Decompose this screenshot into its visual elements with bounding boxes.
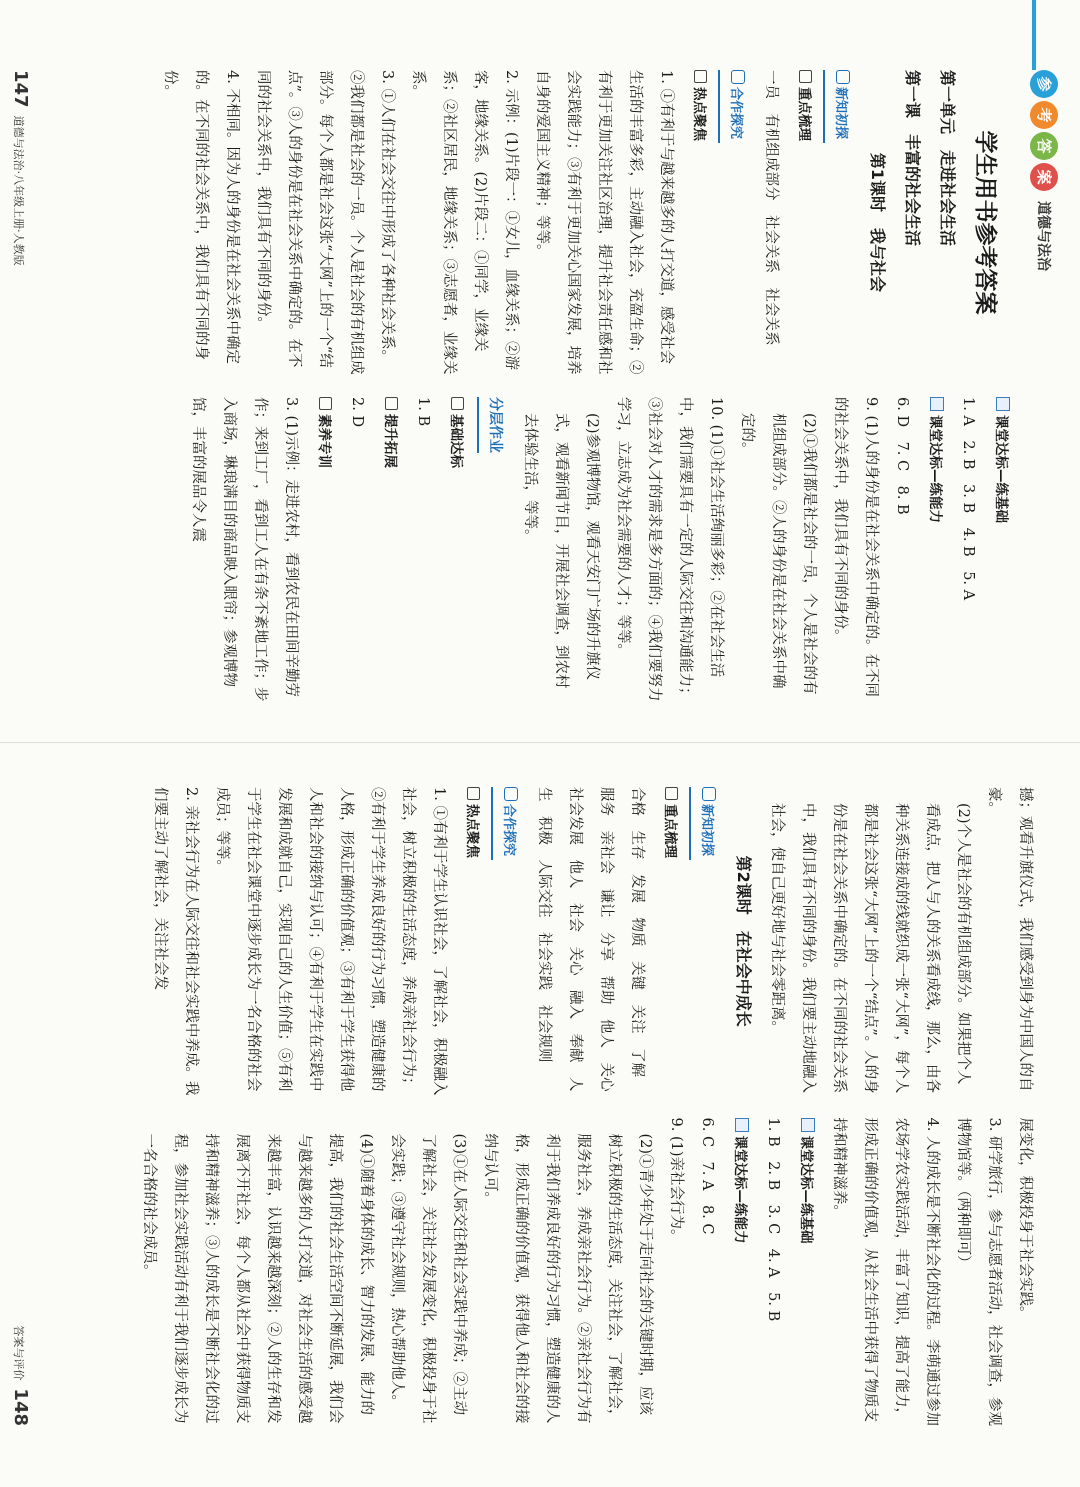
answer-r4: 4. 人的成长是不断社会化的过程。李萌通过参加农场学农实践活动，丰富了知识，提高了能力，形成正确的价值观，从社会生活中获得了物质支持和精神滋养。 bbox=[831, 1117, 940, 1426]
book-icon bbox=[996, 397, 1010, 411]
key-points-answers: 合格 生存 发展 物质 关键 关注 了解 服务 亲社会 谦让 分享 帮助 他人 关心社会发展 他人 社会 关心 融入 奉献 人生 积极 人际交往 社会实践 社会规则 bbox=[536, 787, 645, 1092]
bookmark-icon bbox=[836, 70, 850, 84]
sub-hot-focus bbox=[683, 70, 714, 375]
page-147 bbox=[0, 0, 1080, 743]
answer-q10a: 10. (1)①社会生活绚丽多彩；②在社会生活中，我们需要具有一定的人际交往和沟通能力；③社会对人才的需求是多方面的；④我们要努力学习，立志成为社会需要的人才；等等。 bbox=[615, 397, 724, 702]
right-col-2 bbox=[40, 1118, 1040, 1427]
check-icon bbox=[385, 397, 398, 410]
badge-char: 参 bbox=[1030, 70, 1058, 98]
key-points-answers: 一员 有机组成部分 社会关系 社会关系 bbox=[763, 70, 779, 346]
answer-r3: 3. 研学旅行，参与志愿者活动，社会调查，参观博物馆等。（两种即可） bbox=[955, 1117, 1002, 1426]
book-icon bbox=[735, 1118, 749, 1132]
left-footer bbox=[10, 70, 31, 266]
badge-char: 答 bbox=[1030, 132, 1058, 160]
left-col-1 bbox=[40, 70, 1018, 375]
refresh-icon bbox=[694, 70, 707, 83]
sub-label: 素养专训 bbox=[316, 414, 332, 468]
answer-q2: 2. 示例：(1)片段一：①女儿，血缘关系；②游客，地缘关系。(2)片段二：①同学，业缘关系；②社区居民，地缘关系；③志愿者，业缘关系。 bbox=[410, 70, 519, 375]
su-answer: 2. D bbox=[349, 397, 365, 428]
tag-label: 合作探究 bbox=[728, 87, 743, 140]
page-header bbox=[1026, 70, 1062, 271]
period-heading: 第2课时 在社会中成长 bbox=[734, 855, 753, 1027]
answer-q9b: (2)①青少年处于走向社会的关键时期，应该树立积极的生活态度，关注社会，了解社会，服务社会，养成亲社会行为。②亲社会行为有利于我们养成良好的行为习惯，塑造健康的人格，形成正确的价值观，获得他人和社会的接纳与认可。 bbox=[482, 1133, 653, 1424]
literacy-answer: 3. (1)示例：走进农村，看到农民在田间辛勤劳作；来到工厂，看到工人在有条不紊地工作；步入商场，琳琅满目的商品映入眼帘；参观博物馆，丰富的展品令人震 bbox=[190, 397, 299, 702]
sub-hot-focus bbox=[456, 787, 487, 1096]
book-icon bbox=[801, 1118, 815, 1132]
sub-literacy bbox=[308, 397, 339, 702]
kbox-label: 课堂达标—练能力 bbox=[732, 1135, 748, 1244]
basic-answers: 1. A 2. B 3. B 4. B 5. A bbox=[960, 397, 976, 601]
basic-answers: 1. B 2. B 3. C 4. A 5. B bbox=[765, 1117, 781, 1322]
sb-answer: 1. B bbox=[415, 397, 431, 427]
kbox-label: 课堂达标—练基础 bbox=[798, 1135, 814, 1244]
answer-q9c: (3)①在人际交往和社会实践中养成；②主动了解社会，关注社会发展变化，积极投身于社会实践；③遵守社会规则，热心帮助他人。 bbox=[389, 1133, 467, 1424]
continued-text: 撼；观看升旗仪式，我们感受到身为中国人的自豪。 bbox=[986, 787, 1033, 1092]
pen-icon bbox=[799, 70, 812, 83]
subject-title: 道德与法治 bbox=[1035, 201, 1051, 271]
bookmark-icon bbox=[731, 70, 745, 84]
kbox-label: 课堂达标—练基础 bbox=[993, 415, 1009, 523]
footer-text: 道德与法治·八年级上册·人教版 bbox=[12, 115, 25, 266]
sub-basic bbox=[440, 397, 471, 702]
layered-homework-heading: 分层作业 bbox=[477, 397, 510, 453]
class-ability-heading bbox=[724, 1118, 755, 1427]
answer-q3: 3. ①人们在社会交往中形成了各种社会关系。②我们都是社会的一员。个人是社会的有机组成部分。每个人都是社会这张“大网”上的一个“结点”。③人的身份是在社会关系中确定的。在不同的社会关系中，我们具有不同的身份。 bbox=[255, 70, 395, 375]
refresh-icon bbox=[467, 787, 480, 800]
answer-q1: 1. ①有利于与越来越多的人打交道，感受社会生活的丰富多彩，主动融入社会，充盈生命；②有利于更加关注社区治理，提升社会责任感和社会实践能力；③有利于更加关心国家发展，培养自身的爱国主义精神；等等。 bbox=[534, 70, 674, 375]
check-icon bbox=[451, 397, 464, 410]
bookmark-icon bbox=[702, 787, 716, 801]
lesson-heading: 第一课 丰富的社会生活 bbox=[903, 70, 922, 247]
continued-text-2: (2)个人是社会的有机组成部分。如果把个人看成点，把人与人的关系看成线，那么，由各种关系连接成的线就织成一张“大网”，每个人都是社会这张“大网”上的一个“结点”。人的身份是在社会关系中确定的。在不同的社会关系中，我们具有不同的身份。我们要主动地融入社会，使自己更好地与社会零距离。 bbox=[769, 803, 971, 1094]
sub-key-points bbox=[654, 787, 685, 1096]
answer-h2: 2. 亲社会行为在人际交往和社会实践中养成。我们要主动了解社会，关注社会发 bbox=[152, 787, 199, 1096]
sub-up bbox=[374, 397, 405, 702]
sub-label: 重点梳理 bbox=[662, 804, 678, 858]
right-columns bbox=[40, 787, 1040, 1426]
page-number: 148 bbox=[10, 1388, 31, 1426]
answer-q9d: (4)①随着身体的成长、智力的发展、能力的提高，我们的社会生活空间不断延展，我们会与越来越多的人打交道，对社会生活的感受越来越丰富，认识越来越深刻；②人的生存和发展离不开社会，每个人都从社会中获得物质支持和精神滋养；③人的成长是不断社会化的过程，参加社会实践活动有利于我们逐步成长为一名合格的社会成员。 bbox=[141, 1133, 374, 1424]
badge-char: 案 bbox=[1030, 163, 1058, 191]
period-heading: 第1课时 我与社会 bbox=[868, 152, 887, 293]
kbox-label: 课堂达标—练能力 bbox=[927, 415, 943, 523]
check-icon bbox=[319, 397, 332, 410]
tag-label: 新知初探 bbox=[699, 804, 714, 857]
left-col-2 bbox=[40, 397, 1018, 702]
ability-answers: 6. C 7. A 8. C bbox=[699, 1117, 715, 1235]
answer-q4: 4. 不相同。因为人的身份是在社会关系中确定的。在不同的社会关系中，我们具有不同的身份。 bbox=[162, 70, 240, 364]
page-148 bbox=[0, 743, 1080, 1486]
answer-q10b: (2)参观博物馆，观看天安门广场的升旗仪式，观看新闻节目，开展社会调查，到农村去体验生活，等等。 bbox=[522, 413, 600, 689]
class-basic-heading bbox=[790, 1118, 821, 1427]
sub-label: 基础达标 bbox=[448, 414, 464, 468]
tag-label: 合作探究 bbox=[501, 804, 516, 857]
unit-heading: 第一单元 走进社会生活 bbox=[938, 70, 957, 247]
book-icon bbox=[930, 397, 944, 411]
tag-cooperation bbox=[718, 70, 751, 143]
sub-label: 热点聚焦 bbox=[691, 87, 707, 141]
header-rule bbox=[1032, 0, 1036, 70]
bookmark-icon bbox=[504, 787, 518, 801]
tag-new-knowledge bbox=[689, 787, 722, 860]
right-col-1 bbox=[40, 787, 1040, 1096]
tag-new-knowledge bbox=[823, 70, 856, 143]
answer-q9b: (2)①我们都是社会的一员，个人是社会的有机组成部分。②人的身份是在社会关系中确定的。 bbox=[739, 413, 817, 695]
ability-answers: 6. D 7. C 8. B bbox=[894, 397, 910, 515]
badge-char: 考 bbox=[1030, 101, 1058, 129]
answer-h1: 1. ①有利于学生认识社会，了解社会，积极融入社会，树立积极的生活态度，养成亲社会行为；②有利于学生养成良好的行为习惯，塑造健康的人格，形成正确的价值观；③有利于学生获得他人和社会的接纳与认可；④有利于学生在实践中发展和成就自己，实现自己的人生价值；⑤有利于学生在社会课堂中逐步成长为一名合格的社会成员；等等。 bbox=[214, 787, 447, 1096]
continued-text-3: 展变化，积极投身于社会实践。 bbox=[1017, 1117, 1033, 1321]
sub-label: 提升拓展 bbox=[382, 414, 398, 468]
class-ability-heading bbox=[919, 397, 950, 702]
page-number: 147 bbox=[10, 70, 31, 108]
page-title: 学生用书参考答案 bbox=[972, 130, 998, 315]
answer-badge bbox=[1030, 70, 1058, 191]
sub-label: 重点梳理 bbox=[796, 87, 812, 141]
left-columns bbox=[40, 70, 1018, 702]
tag-label: 新知初探 bbox=[833, 87, 848, 140]
tag-cooperation bbox=[491, 787, 524, 860]
sub-label: 热点聚焦 bbox=[464, 804, 480, 858]
pen-icon bbox=[665, 787, 678, 800]
right-footer bbox=[10, 1325, 31, 1426]
sub-key-points bbox=[788, 70, 819, 375]
class-basic-heading bbox=[985, 397, 1016, 702]
answer-q9a: 9. (1)人的身份是在社会关系中确定的。在不同的社会关系中，我们具有不同的身份。 bbox=[832, 397, 879, 697]
footer-text: 答案与评价 bbox=[12, 1325, 25, 1381]
answer-q9: 9. (1)亲社会行为。 bbox=[668, 1117, 684, 1244]
